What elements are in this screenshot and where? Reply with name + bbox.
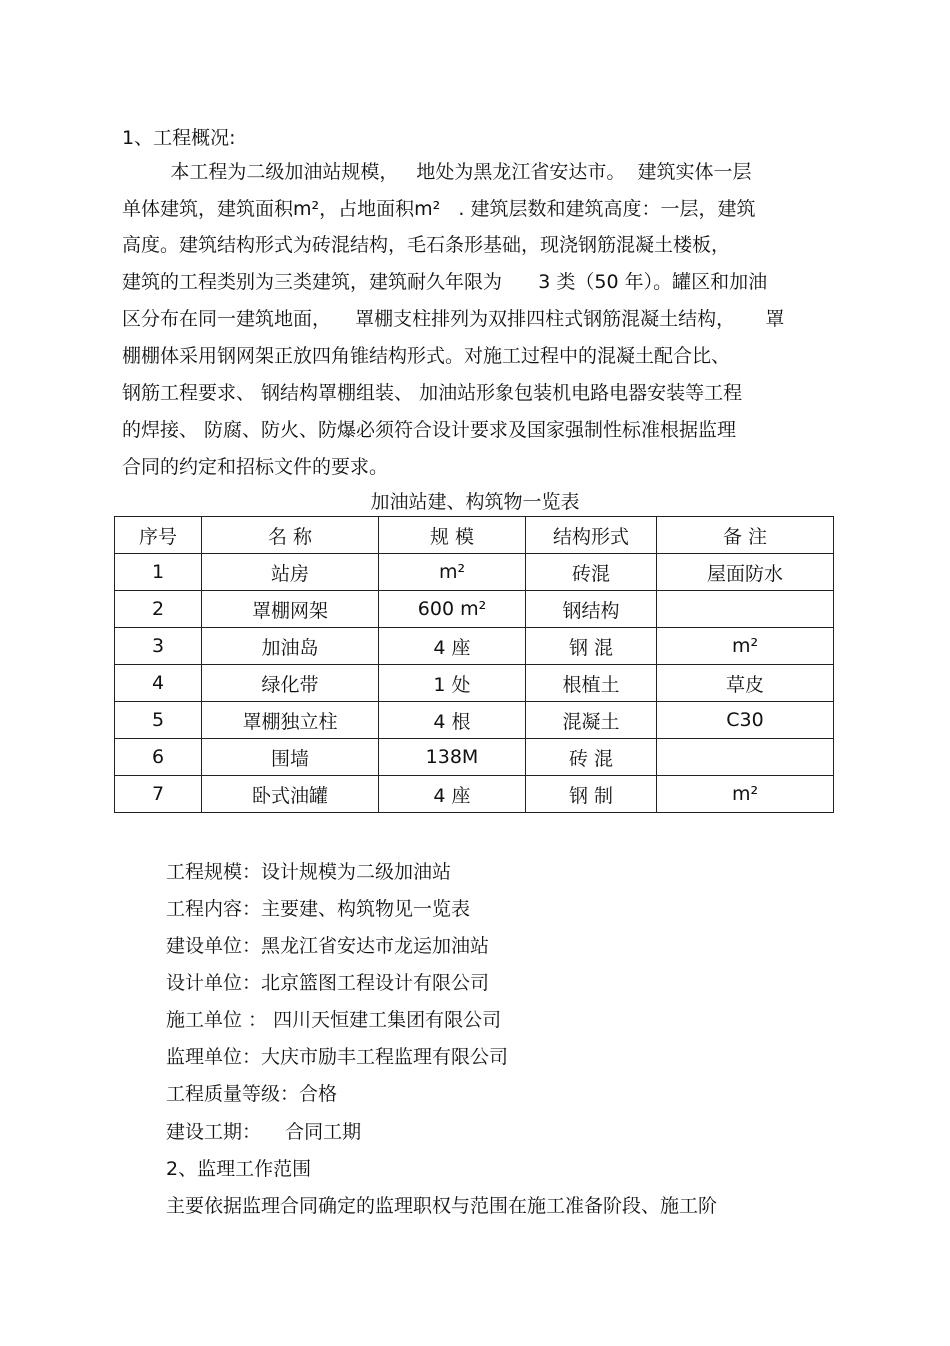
section1-heading: 1、工程概况: xyxy=(122,127,236,149)
table-cell xyxy=(657,739,834,776)
table-header-row xyxy=(115,517,834,554)
table-cell: 加油岛 xyxy=(202,628,379,665)
header-cell: 规 模 xyxy=(379,517,526,554)
header-cell: 结构形式 xyxy=(526,517,657,554)
table-cell: 钢 混 xyxy=(526,628,657,665)
table-cell: 砖混 xyxy=(526,554,657,591)
table-cell: 砖 混 xyxy=(526,739,657,776)
info-line: 工程规模：设计规模为二级加油站 xyxy=(166,861,452,883)
structures-table xyxy=(114,516,834,813)
table-cell: m² xyxy=(657,776,834,813)
paragraph-line: 棚棚体采用钢网架正放四角锥结构形式。对施工过程中的混凝土配合比、 xyxy=(122,345,731,367)
info-line: 工程质量等级：合格 xyxy=(166,1083,338,1105)
info-line: 工程内容：主要建、构筑物见一览表 xyxy=(166,898,471,920)
table-cell: 钢结构 xyxy=(526,591,657,628)
table-cell: 罩棚独立柱 xyxy=(202,702,379,739)
paragraph-line: 钢筋工程要求、 钢结构罩棚组装、 加油站形象包装机电路电器安装等工程 xyxy=(122,382,743,404)
paragraph-line: 单体建筑，建筑面积m²，占地面积m² . 建筑层数和建筑高度：一层，建筑 xyxy=(122,198,756,220)
table-cell: C30 xyxy=(657,702,834,739)
table-cell: 4 座 xyxy=(379,628,526,665)
table-caption: 加油站建、构筑物一览表 xyxy=(370,491,580,513)
info-line: 监理单位：大庆市励丰工程监理有限公司 xyxy=(166,1046,509,1068)
table-row xyxy=(115,665,834,702)
table-row xyxy=(115,739,834,776)
section2-heading: 2、监理工作范围 xyxy=(166,1158,312,1180)
table-cell: 5 xyxy=(115,702,202,739)
paragraph-line: 建筑的工程类别为三类建筑，建筑耐久年限为 3 类（50 年）。罐区和加油 xyxy=(122,271,768,293)
paragraph-line: 高度。建筑结构形式为砖混结构，毛石条形基础，现浇钢筋混凝土楼板， xyxy=(122,234,731,256)
info-line: 建设单位：黑龙江省安达市龙运加油站 xyxy=(166,935,490,957)
paragraph-line: 的焊接、 防腐、防火、防爆必须符合设计要求及国家强制性标准根据监理 xyxy=(122,419,737,441)
table-cell: 4 根 xyxy=(379,702,526,739)
table-row xyxy=(115,702,834,739)
table-cell: 绿化带 xyxy=(202,665,379,702)
info-line: 设计单位：北京篮图工程设计有限公司 xyxy=(166,972,490,994)
header-cell: 备 注 xyxy=(657,517,834,554)
table-row xyxy=(115,776,834,813)
table-cell: 1 xyxy=(115,554,202,591)
table-cell: 4 座 xyxy=(379,776,526,813)
paragraph-line: 区分布在同一建筑地面， 罩棚支柱排列为双排四柱式钢筋混凝土结构， 罩 xyxy=(122,308,785,330)
table-row xyxy=(115,554,834,591)
header-cell: 名 称 xyxy=(202,517,379,554)
table-cell: 屋面防水 xyxy=(657,554,834,591)
paragraph-line: 合同的约定和招标文件的要求。 xyxy=(122,456,389,478)
table-cell: 4 xyxy=(115,665,202,702)
table-cell: 根植土 xyxy=(526,665,657,702)
table-cell: 卧式油罐 xyxy=(202,776,379,813)
table-cell: 混凝土 xyxy=(526,702,657,739)
table-cell: 3 xyxy=(115,628,202,665)
table-cell: 围墙 xyxy=(202,739,379,776)
table-cell xyxy=(657,591,834,628)
paragraph-line: 本工程为二级加油站规模， 地处为黑龙江省安达市。 建筑实体一层 xyxy=(122,161,752,183)
table-cell: 138M xyxy=(379,739,526,776)
table-cell: 罩棚网架 xyxy=(202,591,379,628)
header-cell: 序号 xyxy=(115,517,202,554)
table-cell: 1 处 xyxy=(379,665,526,702)
table-row xyxy=(115,591,834,628)
info-line: 主要依据监理合同确定的监理职权与范围在施工准备阶段、施工阶 xyxy=(166,1195,718,1217)
table-row xyxy=(115,628,834,665)
table-cell: m² xyxy=(379,554,526,591)
table-cell: 草皮 xyxy=(657,665,834,702)
info-line: 建设工期： 合同工期 xyxy=(166,1121,362,1143)
table-cell: 6 xyxy=(115,739,202,776)
table-cell: 站房 xyxy=(202,554,379,591)
info-line: 施工单位 ： 四川天恒建工集团有限公司 xyxy=(166,1009,502,1031)
table-cell: 2 xyxy=(115,591,202,628)
table-cell: 7 xyxy=(115,776,202,813)
table-cell: 钢 制 xyxy=(526,776,657,813)
table-cell: 600 m² xyxy=(379,591,526,628)
table-cell: m² xyxy=(657,628,834,665)
